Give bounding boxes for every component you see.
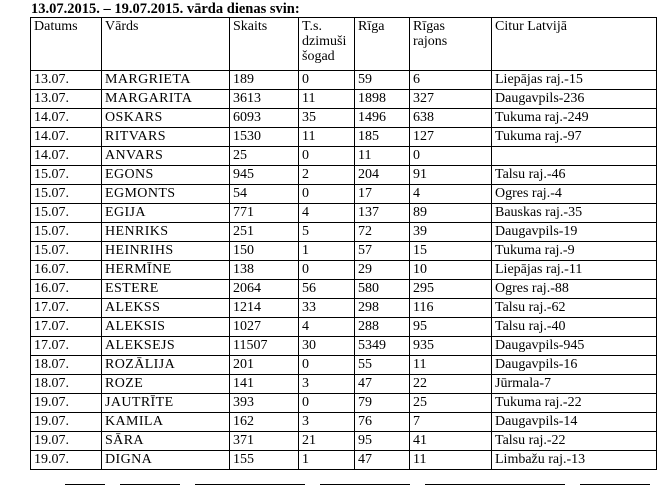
cell-born-this-year: 56 [299,280,355,299]
cell-count: 771 [230,204,299,223]
cell-name: ROZE [102,375,230,394]
table-row [31,356,657,375]
cell-riga-district: 10 [410,261,492,280]
cell-name: JAUTRĪTE [102,394,230,413]
cell-count: 3613 [230,90,299,109]
cell-born-this-year: 0 [299,71,355,90]
cell-name: EGMONTS [102,185,230,204]
cell-date: 15.07. [31,185,102,204]
cell-riga-district: 95 [410,318,492,337]
cell-riga-district: 116 [410,299,492,318]
cell-name: HENRIKS [102,223,230,242]
cell-riga: 5349 [355,337,410,356]
cell-elsewhere-in-latvia: Ogres raj.-88 [492,280,657,299]
cell-elsewhere-in-latvia: Ogres raj.-4 [492,185,657,204]
cell-riga: 29 [355,261,410,280]
cell-riga-district: 15 [410,242,492,261]
cell-date: 15.07. [31,242,102,261]
cell-name: MARGRIETA [102,71,230,90]
cell-name: MARGARITA [102,90,230,109]
cell-born-this-year: 4 [299,318,355,337]
table-row [31,299,657,318]
cell-count: 393 [230,394,299,413]
cell-date: 19.07. [31,413,102,432]
cell-date: 18.07. [31,375,102,394]
cell-riga-district: 4 [410,185,492,204]
cell-count: 54 [230,185,299,204]
cell-riga-district: 127 [410,128,492,147]
cell-date: 14.07. [31,147,102,166]
header-name: Vārds [102,18,230,71]
cell-elsewhere-in-latvia: Daugavpils-19 [492,223,657,242]
cell-date: 19.07. [31,394,102,413]
cell-riga-district: 91 [410,166,492,185]
cell-count: 189 [230,71,299,90]
table-row [31,375,657,394]
cell-count: 162 [230,413,299,432]
table-row [31,432,657,451]
cell-riga: 137 [355,204,410,223]
table-row [31,71,657,90]
cell-riga: 288 [355,318,410,337]
cell-date: 16.07. [31,280,102,299]
cell-count: 251 [230,223,299,242]
table-row [31,394,657,413]
cell-born-this-year: 0 [299,147,355,166]
cell-riga: 580 [355,280,410,299]
cell-elsewhere-in-latvia: Talsu raj.-46 [492,166,657,185]
header-elsewhere-in-latvia: Citur Latvijā [492,18,657,71]
cell-born-this-year: 1 [299,242,355,261]
cell-riga-district: 25 [410,394,492,413]
cell-count: 155 [230,451,299,470]
cell-born-this-year: 0 [299,185,355,204]
cell-date: 14.07. [31,109,102,128]
cell-elsewhere-in-latvia: Tukuma raj.-97 [492,128,657,147]
cell-riga-district: 39 [410,223,492,242]
cell-name: EGIJA [102,204,230,223]
cell-count: 945 [230,166,299,185]
cell-count: 201 [230,356,299,375]
cell-count: 2064 [230,280,299,299]
cell-date: 13.07. [31,90,102,109]
table-row [31,337,657,356]
cell-count: 1027 [230,318,299,337]
cell-elsewhere-in-latvia: Liepājas raj.-11 [492,261,657,280]
cell-date: 13.07. [31,71,102,90]
header-count: Skaits [230,18,299,71]
cell-count: 1214 [230,299,299,318]
cell-name: ROZĀLIJA [102,356,230,375]
cell-born-this-year: 3 [299,375,355,394]
cell-born-this-year: 33 [299,299,355,318]
cell-riga: 95 [355,432,410,451]
cell-born-this-year: 0 [299,356,355,375]
cell-date: 19.07. [31,451,102,470]
cell-count: 1530 [230,128,299,147]
table-row [31,166,657,185]
table-row [31,280,657,299]
page-footer-cut-text [30,481,656,487]
cell-date: 18.07. [31,356,102,375]
cell-elsewhere-in-latvia: Liepājas raj.-15 [492,71,657,90]
table-row [31,318,657,337]
cell-date: 16.07. [31,261,102,280]
cell-elsewhere-in-latvia: Tukuma raj.-249 [492,109,657,128]
cell-riga: 47 [355,375,410,394]
cell-riga-district: 0 [410,147,492,166]
cell-born-this-year: 5 [299,223,355,242]
cell-riga-district: 11 [410,451,492,470]
cell-riga-district: 11 [410,356,492,375]
document-title: 13.07.2015. – 19.07.2015. vārda dienas svin: [31,1,300,17]
cell-name: RITVARS [102,128,230,147]
cell-riga: 1496 [355,109,410,128]
cell-riga: 17 [355,185,410,204]
table-row [31,223,657,242]
cell-elsewhere-in-latvia: Daugavpils-14 [492,413,657,432]
cell-born-this-year: 1 [299,451,355,470]
name-day-table [30,17,657,470]
cell-count: 138 [230,261,299,280]
cell-elsewhere-in-latvia: Bauskas raj.-35 [492,204,657,223]
cell-name: SĀRA [102,432,230,451]
cell-riga: 72 [355,223,410,242]
cell-riga: 59 [355,71,410,90]
cell-elsewhere-in-latvia [492,147,657,166]
cell-elsewhere-in-latvia: Tukuma raj.-9 [492,242,657,261]
cell-riga: 47 [355,451,410,470]
cell-date: 19.07. [31,432,102,451]
cell-riga-district: 638 [410,109,492,128]
cell-born-this-year: 11 [299,128,355,147]
cell-count: 141 [230,375,299,394]
cell-riga: 185 [355,128,410,147]
cell-riga: 298 [355,299,410,318]
cell-riga-district: 935 [410,337,492,356]
table-row [31,204,657,223]
cell-date: 15.07. [31,204,102,223]
cell-riga: 55 [355,356,410,375]
cell-name: ESTERE [102,280,230,299]
cell-name: EGONS [102,166,230,185]
cell-elsewhere-in-latvia: Talsu raj.-22 [492,432,657,451]
cell-date: 17.07. [31,318,102,337]
cell-name: ALEKSS [102,299,230,318]
header-date: Datums [31,18,102,71]
cell-born-this-year: 30 [299,337,355,356]
cell-date: 14.07. [31,128,102,147]
cell-count: 371 [230,432,299,451]
cell-riga-district: 327 [410,90,492,109]
cell-riga-district: 22 [410,375,492,394]
table-row [31,90,657,109]
cell-elsewhere-in-latvia: Tukuma raj.-22 [492,394,657,413]
cell-name: HERMĪNE [102,261,230,280]
table-row [31,185,657,204]
cell-riga: 1898 [355,90,410,109]
table-row [31,242,657,261]
cell-elsewhere-in-latvia: Talsu raj.-40 [492,318,657,337]
cell-riga: 204 [355,166,410,185]
table-row [31,109,657,128]
cell-born-this-year: 3 [299,413,355,432]
cell-name: ALEKSEJS [102,337,230,356]
cell-born-this-year: 0 [299,394,355,413]
cell-riga: 11 [355,147,410,166]
cell-count: 11507 [230,337,299,356]
table-row [31,261,657,280]
cell-riga-district: 6 [410,71,492,90]
cell-elsewhere-in-latvia: Daugavpils-945 [492,337,657,356]
cell-born-this-year: 21 [299,432,355,451]
cell-count: 150 [230,242,299,261]
table-row [31,451,657,470]
cell-riga-district: 7 [410,413,492,432]
table-row [31,413,657,432]
cell-name: OSKARS [102,109,230,128]
cell-name: ALEKSIS [102,318,230,337]
cell-elsewhere-in-latvia: Jūrmala-7 [492,375,657,394]
cell-date: 17.07. [31,337,102,356]
cell-date: 17.07. [31,299,102,318]
table-row [31,128,657,147]
cell-name: ANVARS [102,147,230,166]
header-born-this-year: T.s. dzimuši šogad [299,18,355,71]
cell-date: 15.07. [31,223,102,242]
cell-elsewhere-in-latvia: Talsu raj.-62 [492,299,657,318]
cell-count: 6093 [230,109,299,128]
cell-riga-district: 41 [410,432,492,451]
cell-born-this-year: 4 [299,204,355,223]
cell-name: HEINRIHS [102,242,230,261]
cell-riga-district: 295 [410,280,492,299]
cell-elsewhere-in-latvia: Daugavpils-16 [492,356,657,375]
cell-born-this-year: 11 [299,90,355,109]
header-riga: Rīga [355,18,410,71]
cell-date: 15.07. [31,166,102,185]
cell-count: 25 [230,147,299,166]
cell-elsewhere-in-latvia: Daugavpils-236 [492,90,657,109]
cell-born-this-year: 0 [299,261,355,280]
cell-riga: 57 [355,242,410,261]
cell-riga: 76 [355,413,410,432]
cell-riga-district: 89 [410,204,492,223]
cell-name: KAMILA [102,413,230,432]
cell-born-this-year: 2 [299,166,355,185]
cell-elsewhere-in-latvia: Limbažu raj.-13 [492,451,657,470]
cell-name: DIGNA [102,451,230,470]
header-riga-district: Rīgas rajons [410,18,492,71]
cell-riga: 79 [355,394,410,413]
table-header-row [31,18,657,71]
table-row [31,147,657,166]
cell-born-this-year: 35 [299,109,355,128]
